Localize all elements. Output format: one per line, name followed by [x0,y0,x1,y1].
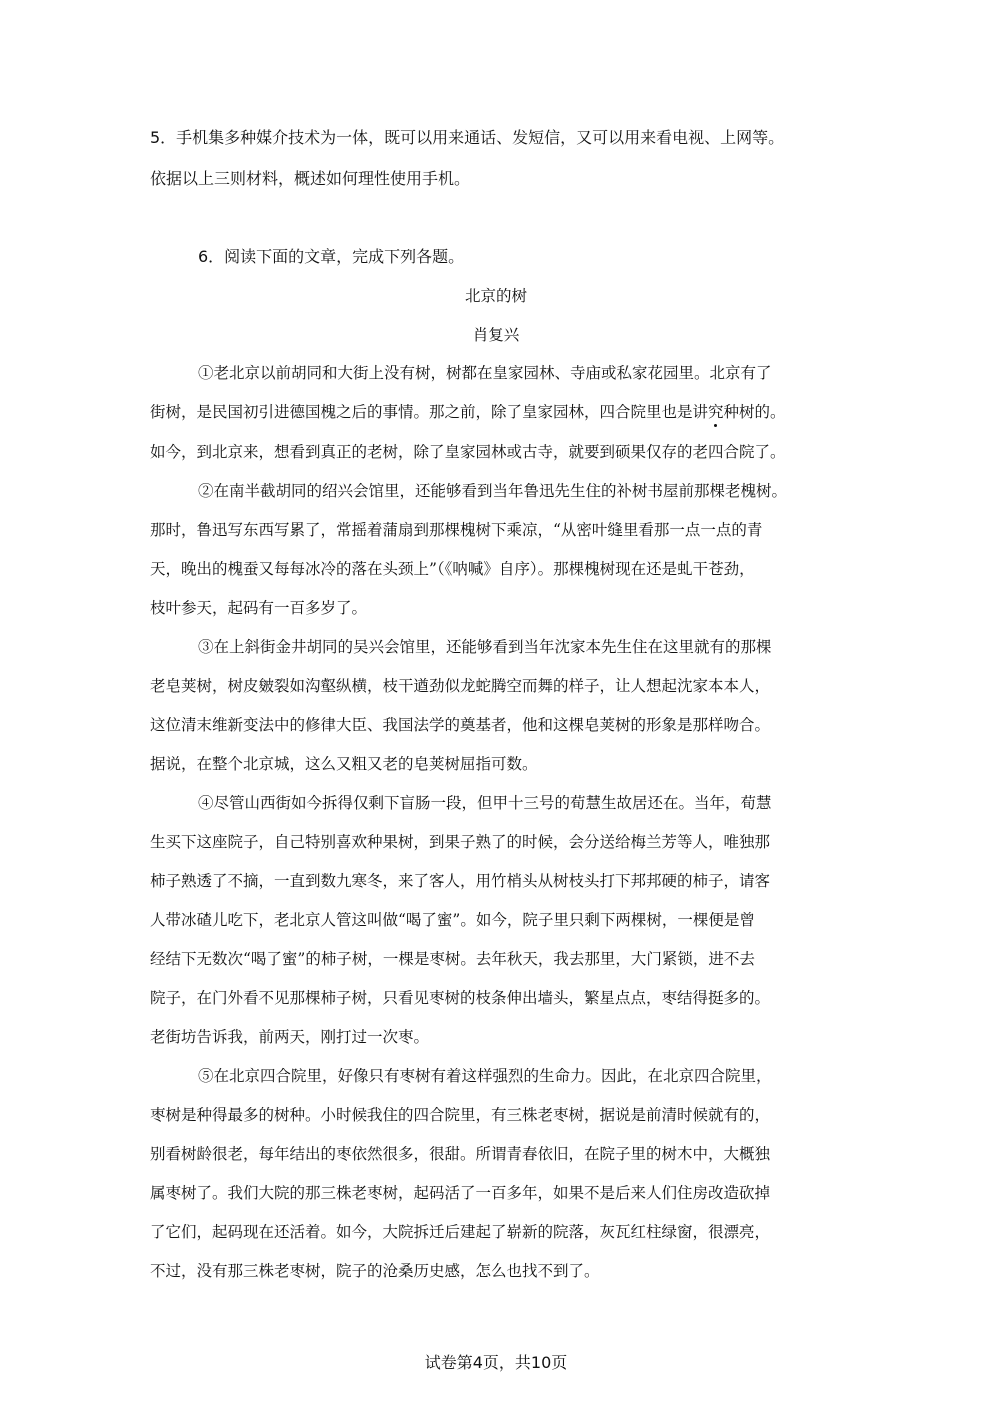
p3-line-2: 老皂荚树，树皮皴裂如沟壑纵横，枝干遒劲似龙蛇腾空而舞的样子，让人想起沈家本本人， [150,677,771,695]
p4-line-7: 老街坊告诉我，前两天，刚打过一次枣。 [150,1028,430,1046]
p1-line-1: ①老北京以前胡同和大街上没有树，树都在皇家园林、寺庙或私家花园里。北京有了 [198,364,772,382]
p4-line-4: 人带冰碴儿吃下，老北京人管这叫做“喝了蜜”。如今，院子里只剩下两棵树，一棵便是曾 [150,911,755,929]
p1-line-2-text: 街树，是民国初引进德国槐之后的事情。那之前，除了皇家园林，四合院里也是讲 [150,403,709,421]
p4-line-2: 生买下这座院子，自己特别喜欢种果树，到果子熟了的时候，会分送给梅兰芳等人，唯独那 [150,833,771,851]
p3-line-3: 这位清末维新变法中的修律大臣、我国法学的奠基者，他和这棵皂荚树的形象是那样吻合。 [150,716,771,734]
p1-line-2 [150,402,786,422]
page-footer: 试卷第4页，共10页 [424,1353,568,1372]
q5-line-1: 5．手机集多种媒介技术为一体，既可以用来通话、发短信，又可以用来看电视、上网等。 [150,128,785,147]
p5-line-6: 不过，没有那三株老枣树，院子的沧桑历史感，怎么也找不到了。 [150,1262,600,1280]
p5-line-3: 别看树龄很老，每年结出的枣依然很多，很甜。所谓青春依旧，在院子里的树木中，大概独 [150,1145,771,1163]
article-title: 北京的树 [464,287,527,305]
p2-line-2: 那时，鲁迅写东西写累了，常摇着蒲扇到那棵槐树下乘凉，“从密叶缝里看那一点一点的青 [150,521,763,539]
p2-line-3: 天，晚出的槐蚕又每每冰冷的落在头颈上”（《呐喊》自序）。那棵槐树现在还是虬干苍劲， [150,560,755,578]
p1-line-2-tail: 种树的。 [723,403,786,421]
p4-line-3: 柿子熟透了不摘，一直到数九寒冬，来了客人，用竹梢头从树枝头打下邦邦硬的柿子，请客 [150,872,771,890]
q6-intro: 6．阅读下面的文章，完成下列各题。 [198,247,465,266]
p4-line-1: ④尽管山西街如今拆得仅剩下盲肠一段，但甲十三号的荀慧生故居还在。当年，荀慧 [198,794,772,812]
article-author: 肖复兴 [472,326,520,344]
p5-line-1: ⑤在北京四合院里，好像只有枣树有着这样强烈的生命力。因此，在北京四合院里， [198,1067,772,1085]
q5-line-2: 依据以上三则材料，概述如何理性使用手机。 [150,169,471,188]
p5-line-2: 枣树是种得最多的树种。小时候我住的四合院里，有三株老枣树，据说是前清时候就有的， [150,1106,771,1124]
p1-line-3: 如今，到北京来，想看到真正的老树，除了皇家园林或古寺，就要到硕果仅存的老四合院了。 [150,443,786,461]
p2-line-1: ②在南半截胡同的绍兴会馆里，还能够看到当年鲁迅先生住的补树书屋前那棵老槐树。 [198,482,788,500]
p5-line-4: 属枣树了。我们大院的那三株老枣树，起码活了一百多年，如果不是后来人们住房改造砍掉 [150,1184,771,1202]
p4-line-6: 院子，在门外看不见那棵柿子树，只看见枣树的枝条伸出墙头，繁星点点，枣结得挺多的。 [150,989,771,1007]
p5-line-5: 了它们，起码现在还活着。如今，大院拆迁后建起了崭新的院落，灰瓦红柱绿窗，很漂亮， [150,1223,771,1241]
p3-line-1: ③在上斜街金井胡同的吴兴会馆里，还能够看到当年沈家本先生住在这里就有的那棵 [198,638,772,656]
p2-line-4: 枝叶参天，起码有一百多岁了。 [150,599,368,617]
emphasis-char: 究 [708,403,724,421]
p3-line-4: 据说，在整个北京城，这么又粗又老的皂荚树屈指可数。 [150,755,538,773]
p4-line-5: 经结下无数次“喝了蜜”的柿子树，一棵是枣树。去年秋天，我去那里，大门紧锁，进不去 [150,950,755,968]
